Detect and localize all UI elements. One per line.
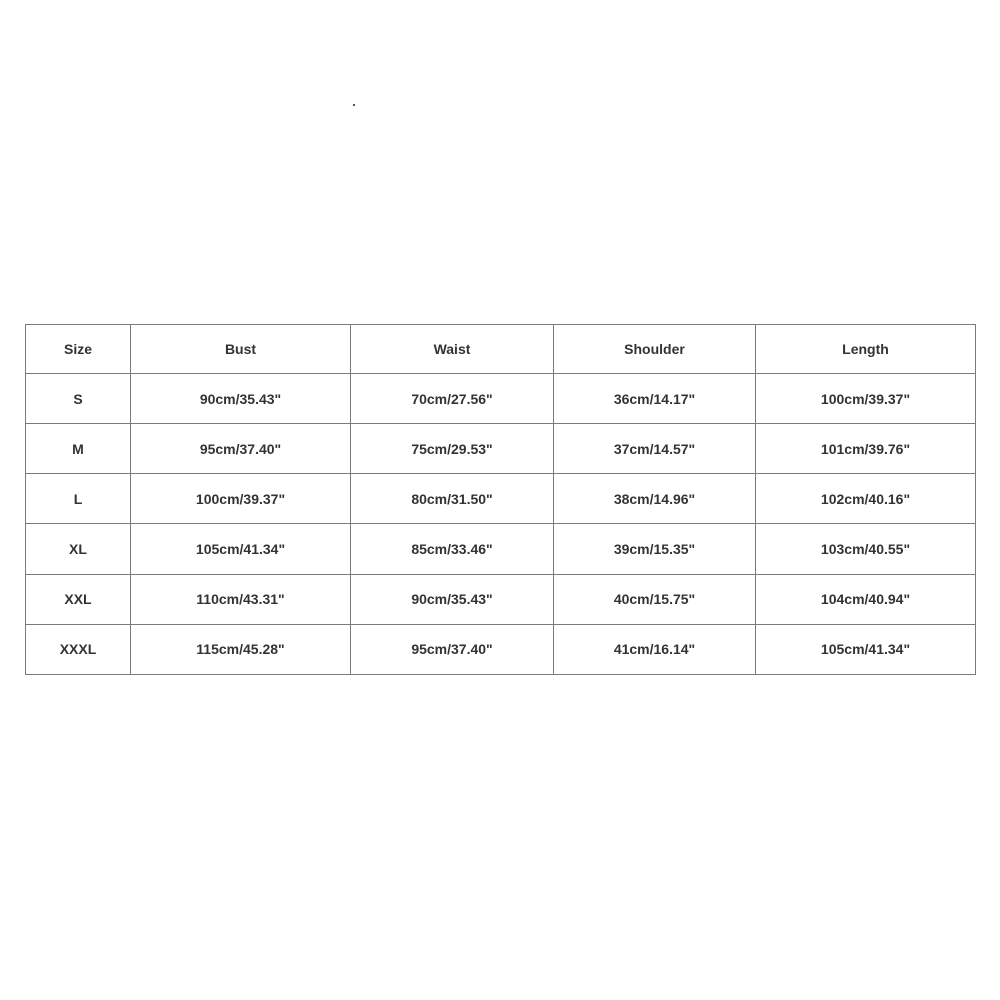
cell-size: S [26, 374, 131, 424]
cell-bust: 105cm/41.34" [131, 524, 351, 574]
table-row [26, 524, 976, 574]
cell-shoulder: 38cm/14.96" [554, 474, 756, 524]
cell-shoulder: 36cm/14.17" [554, 374, 756, 424]
header-row [26, 325, 976, 374]
cell-bust: 100cm/39.37" [131, 474, 351, 524]
cell-size: L [26, 474, 131, 524]
cell-waist: 70cm/27.56" [351, 374, 554, 424]
cell-shoulder: 40cm/15.75" [554, 574, 756, 624]
cell-length: 102cm/40.16" [756, 474, 976, 524]
table-row [26, 374, 976, 424]
cell-bust: 95cm/37.40" [131, 424, 351, 474]
header-shoulder: Shoulder [554, 325, 756, 374]
cell-length: 105cm/41.34" [756, 624, 976, 674]
cell-waist: 95cm/37.40" [351, 624, 554, 674]
cell-shoulder: 37cm/14.57" [554, 424, 756, 474]
header-bust: Bust [131, 325, 351, 374]
cell-length: 104cm/40.94" [756, 574, 976, 624]
header-size: Size [26, 325, 131, 374]
cell-length: 100cm/39.37" [756, 374, 976, 424]
cell-bust: 115cm/45.28" [131, 624, 351, 674]
cell-waist: 90cm/35.43" [351, 574, 554, 624]
cell-waist: 80cm/31.50" [351, 474, 554, 524]
header-length: Length [756, 325, 976, 374]
cell-length: 103cm/40.55" [756, 524, 976, 574]
table-row [26, 474, 976, 524]
cell-size: XXL [26, 574, 131, 624]
cell-waist: 75cm/29.53" [351, 424, 554, 474]
cell-size: XL [26, 524, 131, 574]
cell-size: XXXL [26, 624, 131, 674]
table-row [26, 624, 976, 674]
size-chart-table [25, 324, 976, 675]
cell-size: M [26, 424, 131, 474]
table-row [26, 424, 976, 474]
table-row [26, 574, 976, 624]
cell-shoulder: 39cm/15.35" [554, 524, 756, 574]
cell-bust: 90cm/35.43" [131, 374, 351, 424]
cell-length: 101cm/39.76" [756, 424, 976, 474]
cell-waist: 85cm/33.46" [351, 524, 554, 574]
cell-bust: 110cm/43.31" [131, 574, 351, 624]
cell-shoulder: 41cm/16.14" [554, 624, 756, 674]
header-waist: Waist [351, 325, 554, 374]
stray-dot [353, 104, 355, 106]
